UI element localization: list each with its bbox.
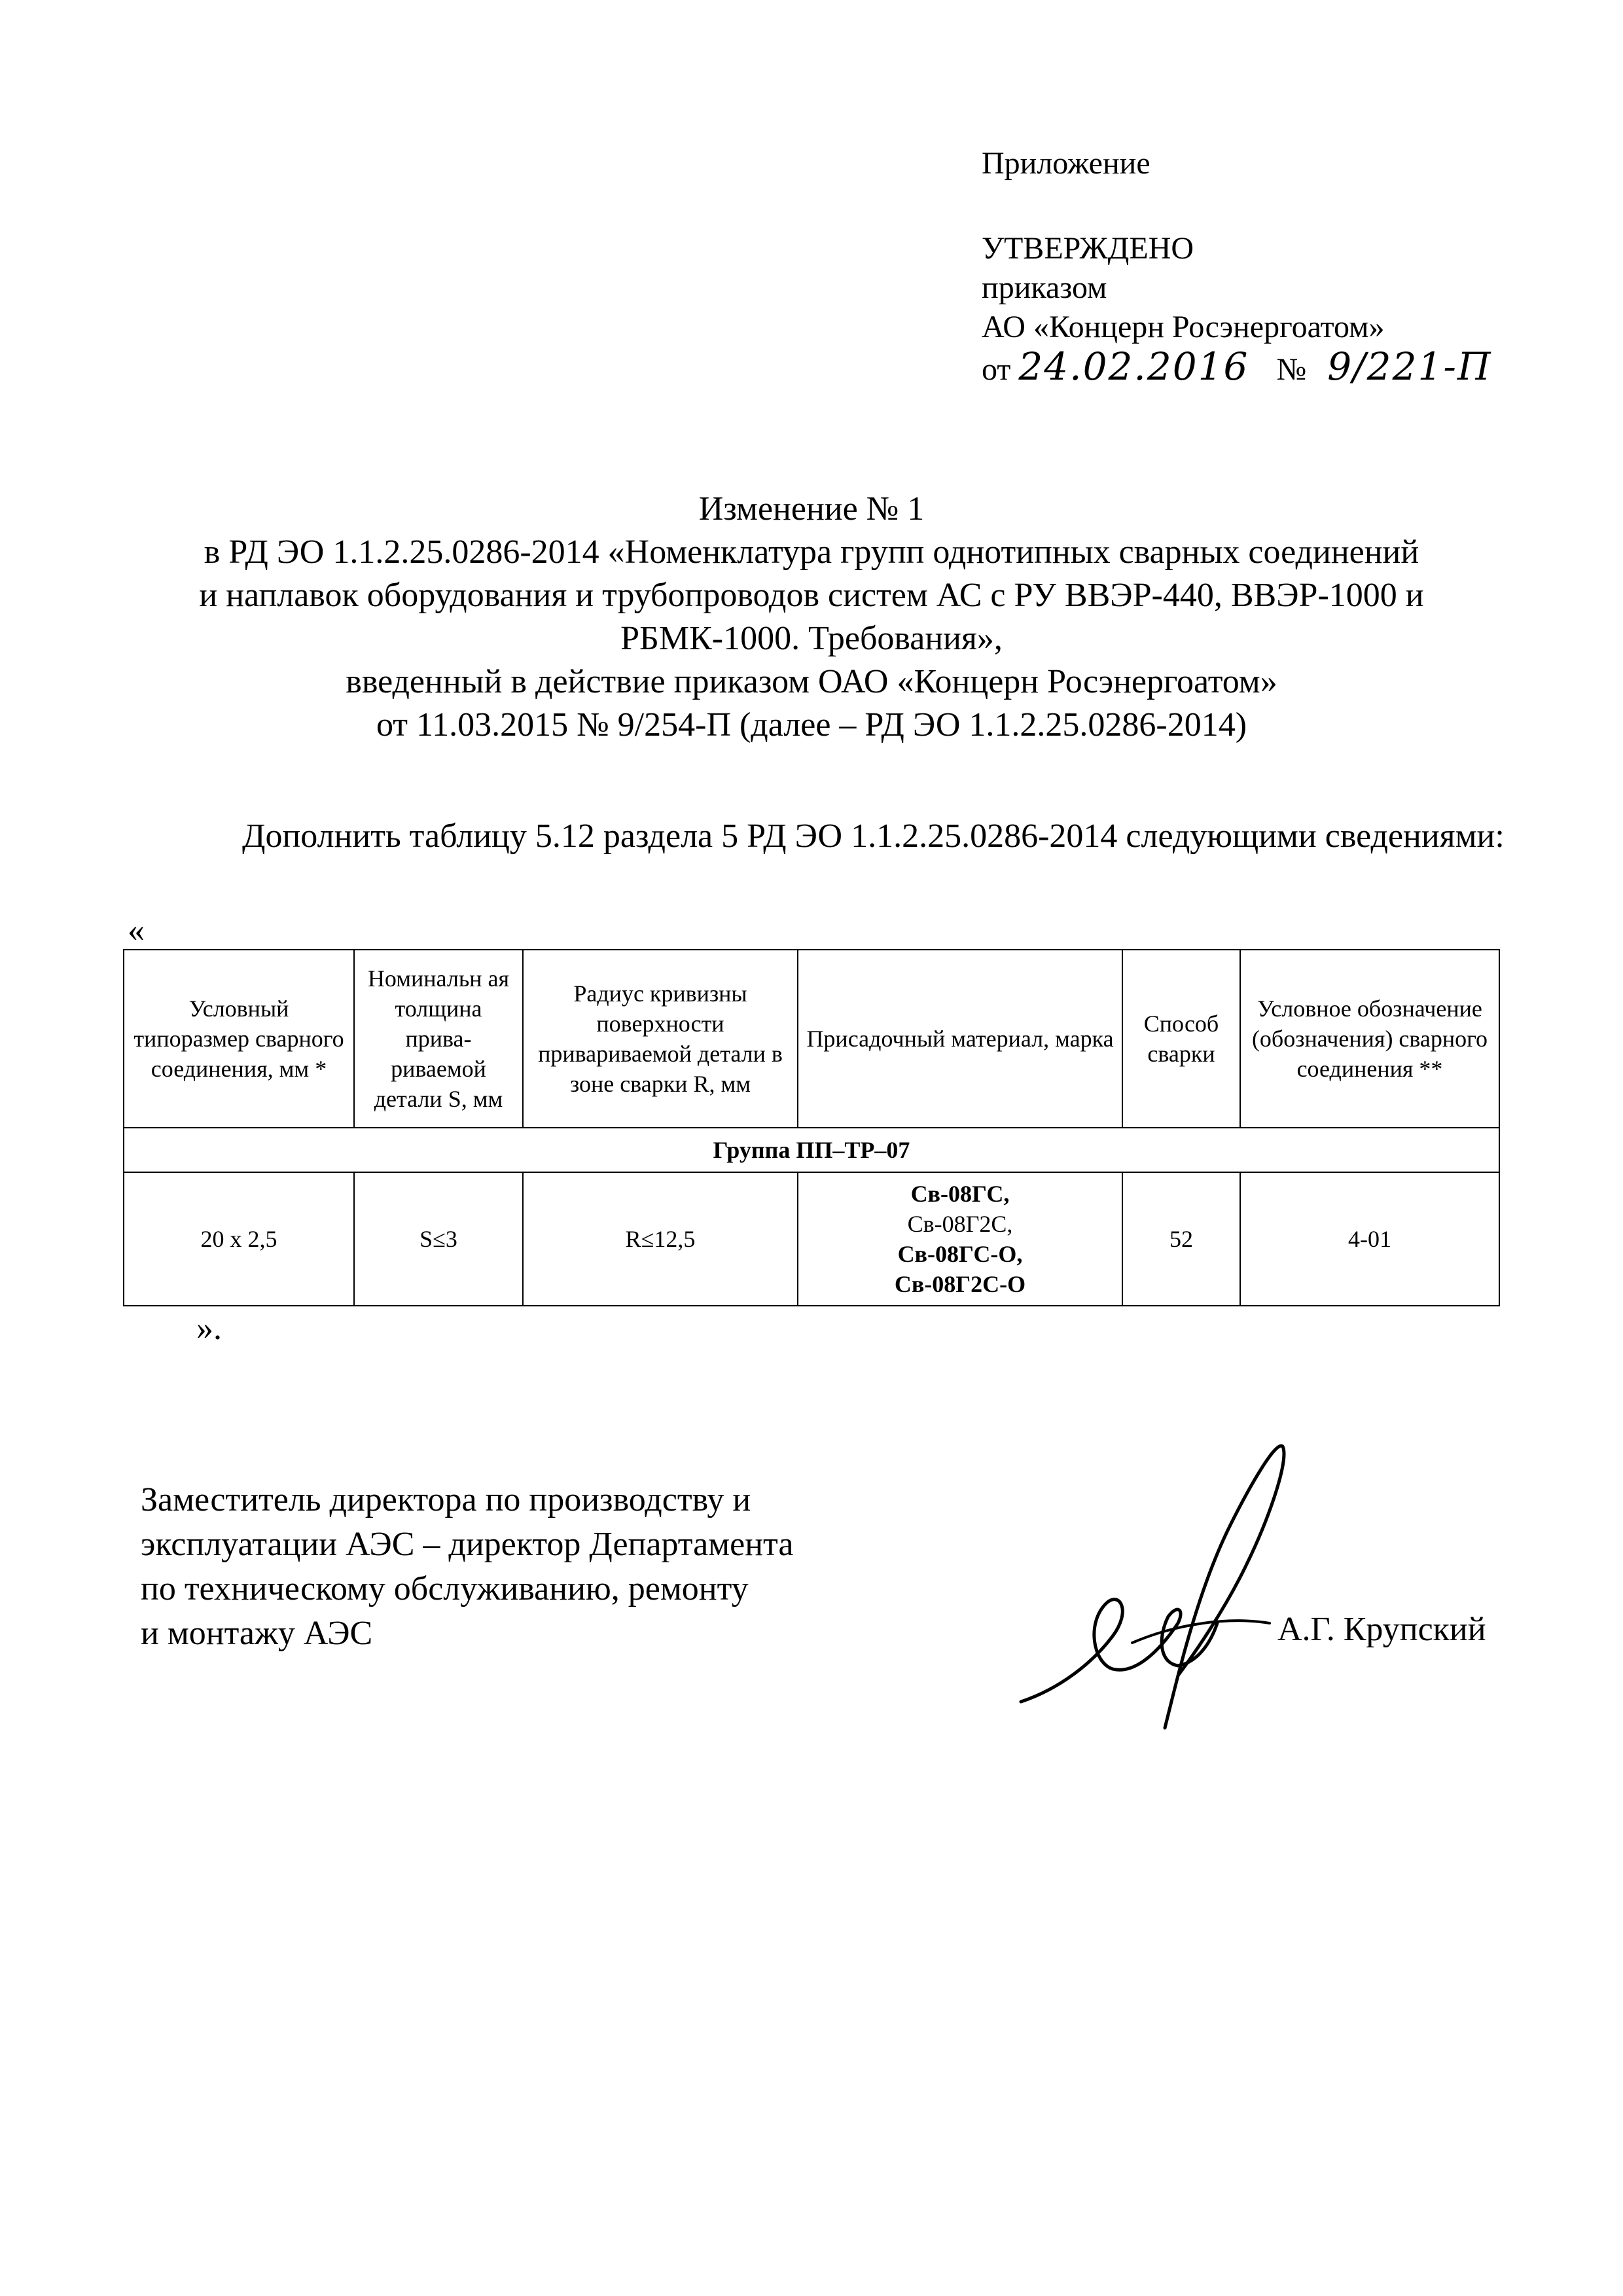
by-order-label: приказом <box>982 270 1107 305</box>
date-prefix: от <box>982 352 1011 387</box>
material-3: Св-08ГС-О, <box>897 1241 1023 1267</box>
material-2: Св-08Г2С, <box>907 1211 1013 1237</box>
signer-line-4: и монтажу АЭС <box>141 1615 373 1652</box>
signature-image <box>982 1427 1322 1754</box>
group-label: Группа ПП–ТР–07 <box>124 1128 1499 1172</box>
title-line-2: в РД ЭО 1.1.2.25.0286-2014 «Номенклатура групп однотипных сварных соединений <box>204 533 1419 571</box>
order-date: 24.02.2016 <box>1018 344 1249 389</box>
header-material: Присадочный материал, марка <box>798 950 1122 1128</box>
title-line-3: и наплавок оборудования и трубопроводов систем АС с РУ ВВЭР-440, ВВЭР-1000 и <box>199 577 1424 614</box>
material-1: Св-08ГС, <box>910 1181 1010 1207</box>
cell-radius: R≤12,5 <box>523 1172 798 1306</box>
number-prefix: № <box>1276 352 1307 387</box>
header-size: Условный типоразмер сварного соединения, мм * <box>124 950 354 1128</box>
header-thickness: Номинальн ая толщина прива-риваемой детали S, мм <box>354 950 523 1128</box>
title-line-4: РБМК-1000. Требования», <box>620 620 1003 657</box>
table-row <box>124 1172 1499 1306</box>
order-number: 9/221-П <box>1327 344 1492 389</box>
signer-title <box>141 1478 793 1656</box>
header-method: Способ сварки <box>1122 950 1240 1128</box>
quote-close: ». <box>196 1310 222 1347</box>
cell-designation: 4-01 <box>1240 1172 1499 1306</box>
spec-table <box>123 949 1500 1306</box>
approved-label: УТВЕРЖДЕНО <box>982 231 1194 266</box>
table-group-row <box>124 1128 1499 1172</box>
signer-line-3: по техническому обслуживанию, ремонту <box>141 1570 749 1607</box>
quote-open: « <box>128 912 145 949</box>
signer-line-2: эксплуатации АЭС – директор Департамента <box>141 1526 794 1563</box>
signer-name: А.Г. Крупский <box>1277 1611 1486 1648</box>
title-line-1: Изменение № 1 <box>698 490 925 528</box>
material-4: Св-08Г2С-О <box>894 1271 1026 1297</box>
document-title <box>131 488 1492 747</box>
title-line-5: введенный в действие приказом ОАО «Концерн Росэнергоатом» <box>346 663 1277 700</box>
cell-size: 20 х 2,5 <box>124 1172 354 1306</box>
cell-materials <box>798 1172 1122 1306</box>
header-designation: Условное обозначение (обозначения) сварного соединения ** <box>1240 950 1499 1128</box>
approval-block <box>982 144 1492 389</box>
signer-line-1: Заместитель директора по производству и <box>141 1481 751 1518</box>
appendix-label: Приложение <box>982 146 1150 181</box>
header-radius: Радиус кривизны поверхности привариваемой детали в зоне сварки R, мм <box>523 950 798 1128</box>
table-header-row <box>124 950 1499 1128</box>
cell-method: 52 <box>1122 1172 1240 1306</box>
organization-name: АО «Концерн Росэнергоатом» <box>982 310 1385 344</box>
intro-paragraph: Дополнить таблицу 5.12 раздела 5 РД ЭО 1.1.2.25.0286-2014 следующими сведениями: <box>242 817 1505 855</box>
title-line-6: от 11.03.2015 № 9/254-П (далее – РД ЭО 1.1.2.25.0286-2014) <box>376 706 1247 744</box>
cell-thickness: S≤3 <box>354 1172 523 1306</box>
order-date-line <box>982 344 1492 389</box>
